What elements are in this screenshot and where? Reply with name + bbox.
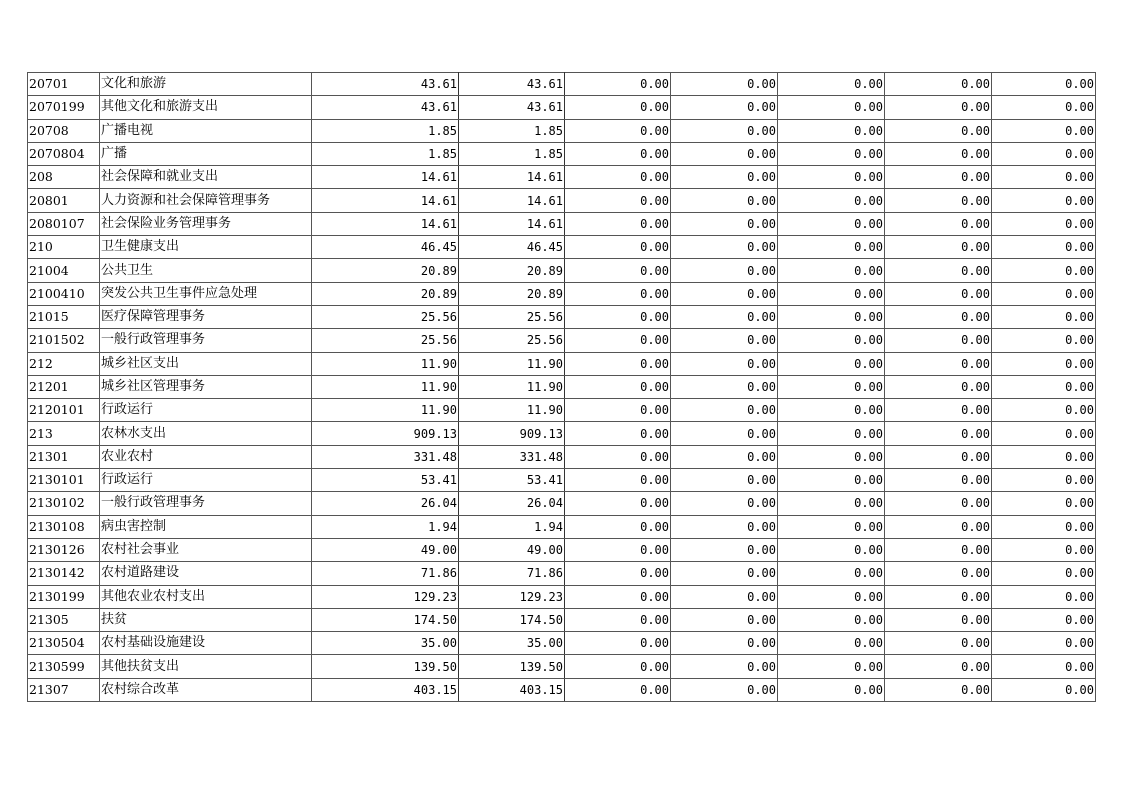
amount-cell: 0.00 <box>885 73 992 96</box>
amount-cell: 1.85 <box>459 142 565 165</box>
amount-cell: 0.00 <box>778 96 885 119</box>
subject-code-cell: 20701 <box>28 73 100 96</box>
amount-cell: 0.00 <box>671 305 778 328</box>
subject-code-cell: 2101502 <box>28 329 100 352</box>
subject-name-cell: 卫生健康支出 <box>100 236 312 259</box>
table-row <box>28 189 1096 212</box>
amount-cell: 0.00 <box>992 119 1096 142</box>
subject-name-cell: 农业农村 <box>100 445 312 468</box>
amount-cell: 71.86 <box>459 562 565 585</box>
subject-name-cell: 城乡社区管理事务 <box>100 375 312 398</box>
subject-name-cell: 突发公共卫生事件应急处理 <box>100 282 312 305</box>
amount-cell: 0.00 <box>565 142 671 165</box>
amount-cell: 0.00 <box>671 142 778 165</box>
subject-name-cell: 一般行政管理事务 <box>100 329 312 352</box>
table-row <box>28 399 1096 422</box>
table-row <box>28 212 1096 235</box>
amount-cell: 0.00 <box>992 352 1096 375</box>
table-row <box>28 142 1096 165</box>
amount-cell: 0.00 <box>885 119 992 142</box>
amount-cell: 1.94 <box>459 515 565 538</box>
amount-cell: 0.00 <box>778 608 885 631</box>
amount-cell: 0.00 <box>565 212 671 235</box>
amount-cell: 0.00 <box>992 562 1096 585</box>
amount-cell: 0.00 <box>778 422 885 445</box>
amount-cell: 0.00 <box>885 189 992 212</box>
amount-cell: 0.00 <box>671 515 778 538</box>
amount-cell: 0.00 <box>992 142 1096 165</box>
table-body <box>28 73 1096 702</box>
subject-code-cell: 2100410 <box>28 282 100 305</box>
amount-cell: 0.00 <box>885 375 992 398</box>
amount-cell: 0.00 <box>565 538 671 561</box>
subject-name-cell: 医疗保障管理事务 <box>100 305 312 328</box>
amount-cell: 0.00 <box>992 399 1096 422</box>
amount-cell: 0.00 <box>885 282 992 305</box>
subject-name-cell: 行政运行 <box>100 399 312 422</box>
amount-cell: 0.00 <box>992 469 1096 492</box>
amount-cell: 0.00 <box>778 562 885 585</box>
amount-cell: 129.23 <box>312 585 459 608</box>
amount-cell: 0.00 <box>565 329 671 352</box>
amount-cell: 0.00 <box>992 236 1096 259</box>
amount-cell: 0.00 <box>885 352 992 375</box>
amount-cell: 0.00 <box>671 492 778 515</box>
amount-cell: 0.00 <box>992 655 1096 678</box>
subject-name-cell: 公共卫生 <box>100 259 312 282</box>
amount-cell: 0.00 <box>992 189 1096 212</box>
subject-code-cell: 21307 <box>28 678 100 701</box>
subject-code-cell: 21201 <box>28 375 100 398</box>
amount-cell: 0.00 <box>565 282 671 305</box>
subject-code-cell: 208 <box>28 166 100 189</box>
amount-cell: 0.00 <box>992 305 1096 328</box>
amount-cell: 20.89 <box>459 282 565 305</box>
amount-cell: 25.56 <box>459 329 565 352</box>
amount-cell: 174.50 <box>459 608 565 631</box>
amount-cell: 25.56 <box>312 305 459 328</box>
amount-cell: 0.00 <box>565 445 671 468</box>
amount-cell: 0.00 <box>885 538 992 561</box>
amount-cell: 0.00 <box>778 469 885 492</box>
table-row <box>28 562 1096 585</box>
amount-cell: 0.00 <box>778 515 885 538</box>
amount-cell: 0.00 <box>885 236 992 259</box>
amount-cell: 0.00 <box>885 259 992 282</box>
subject-code-cell: 2070199 <box>28 96 100 119</box>
amount-cell: 35.00 <box>459 632 565 655</box>
amount-cell: 0.00 <box>671 632 778 655</box>
subject-name-cell: 社会保障和就业支出 <box>100 166 312 189</box>
amount-cell: 43.61 <box>312 73 459 96</box>
amount-cell: 0.00 <box>778 585 885 608</box>
subject-code-cell: 20708 <box>28 119 100 142</box>
amount-cell: 0.00 <box>671 585 778 608</box>
amount-cell: 139.50 <box>312 655 459 678</box>
subject-code-cell: 213 <box>28 422 100 445</box>
amount-cell: 0.00 <box>992 678 1096 701</box>
amount-cell: 0.00 <box>671 259 778 282</box>
amount-cell: 0.00 <box>565 562 671 585</box>
amount-cell: 43.61 <box>312 96 459 119</box>
amount-cell: 0.00 <box>671 562 778 585</box>
table-row <box>28 678 1096 701</box>
amount-cell: 0.00 <box>565 655 671 678</box>
amount-cell: 0.00 <box>565 399 671 422</box>
amount-cell: 0.00 <box>992 538 1096 561</box>
amount-cell: 0.00 <box>565 119 671 142</box>
amount-cell: 43.61 <box>459 96 565 119</box>
table-row <box>28 585 1096 608</box>
table-row <box>28 259 1096 282</box>
amount-cell: 0.00 <box>565 422 671 445</box>
amount-cell: 331.48 <box>459 445 565 468</box>
table-row <box>28 469 1096 492</box>
table-row <box>28 305 1096 328</box>
amount-cell: 0.00 <box>671 329 778 352</box>
amount-cell: 0.00 <box>671 189 778 212</box>
amount-cell: 0.00 <box>565 259 671 282</box>
subject-name-cell: 病虫害控制 <box>100 515 312 538</box>
amount-cell: 0.00 <box>565 305 671 328</box>
amount-cell: 0.00 <box>671 422 778 445</box>
amount-cell: 0.00 <box>778 492 885 515</box>
amount-cell: 0.00 <box>671 166 778 189</box>
amount-cell: 0.00 <box>778 375 885 398</box>
amount-cell: 0.00 <box>778 655 885 678</box>
amount-cell: 0.00 <box>565 608 671 631</box>
amount-cell: 0.00 <box>565 73 671 96</box>
table-row <box>28 236 1096 259</box>
amount-cell: 0.00 <box>671 608 778 631</box>
subject-name-cell: 城乡社区支出 <box>100 352 312 375</box>
table-row <box>28 119 1096 142</box>
amount-cell: 0.00 <box>671 375 778 398</box>
amount-cell: 0.00 <box>992 632 1096 655</box>
amount-cell: 53.41 <box>459 469 565 492</box>
subject-name-cell: 农村道路建设 <box>100 562 312 585</box>
amount-cell: 331.48 <box>312 445 459 468</box>
amount-cell: 0.00 <box>885 142 992 165</box>
amount-cell: 0.00 <box>778 632 885 655</box>
amount-cell: 1.94 <box>312 515 459 538</box>
table-row <box>28 422 1096 445</box>
amount-cell: 0.00 <box>992 212 1096 235</box>
amount-cell: 49.00 <box>459 538 565 561</box>
amount-cell: 0.00 <box>992 608 1096 631</box>
subject-name-cell: 农村综合改革 <box>100 678 312 701</box>
table-row <box>28 445 1096 468</box>
amount-cell: 0.00 <box>565 469 671 492</box>
subject-name-cell: 社会保险业务管理事务 <box>100 212 312 235</box>
amount-cell: 11.90 <box>459 375 565 398</box>
amount-cell: 0.00 <box>565 375 671 398</box>
subject-code-cell: 21004 <box>28 259 100 282</box>
amount-cell: 0.00 <box>885 166 992 189</box>
amount-cell: 0.00 <box>992 585 1096 608</box>
amount-cell: 0.00 <box>992 329 1096 352</box>
amount-cell: 0.00 <box>992 166 1096 189</box>
table-row <box>28 538 1096 561</box>
amount-cell: 0.00 <box>885 96 992 119</box>
amount-cell: 0.00 <box>565 632 671 655</box>
table-row <box>28 352 1096 375</box>
subject-code-cell: 2130599 <box>28 655 100 678</box>
amount-cell: 0.00 <box>992 445 1096 468</box>
amount-cell: 0.00 <box>885 469 992 492</box>
subject-code-cell: 2080107 <box>28 212 100 235</box>
amount-cell: 0.00 <box>565 96 671 119</box>
table-row <box>28 375 1096 398</box>
amount-cell: 0.00 <box>671 212 778 235</box>
amount-cell: 0.00 <box>671 538 778 561</box>
subject-code-cell: 21301 <box>28 445 100 468</box>
amount-cell: 14.61 <box>459 189 565 212</box>
amount-cell: 0.00 <box>565 236 671 259</box>
amount-cell: 11.90 <box>312 375 459 398</box>
amount-cell: 0.00 <box>778 445 885 468</box>
amount-cell: 0.00 <box>992 282 1096 305</box>
table-row <box>28 632 1096 655</box>
amount-cell: 0.00 <box>885 515 992 538</box>
amount-cell: 25.56 <box>459 305 565 328</box>
amount-cell: 14.61 <box>459 166 565 189</box>
amount-cell: 14.61 <box>312 166 459 189</box>
amount-cell: 0.00 <box>778 538 885 561</box>
amount-cell: 0.00 <box>565 166 671 189</box>
subject-name-cell: 农村基础设施建设 <box>100 632 312 655</box>
subject-code-cell: 21305 <box>28 608 100 631</box>
amount-cell: 0.00 <box>885 678 992 701</box>
table-row <box>28 329 1096 352</box>
amount-cell: 0.00 <box>778 212 885 235</box>
amount-cell: 0.00 <box>778 259 885 282</box>
subject-code-cell: 212 <box>28 352 100 375</box>
amount-cell: 0.00 <box>565 492 671 515</box>
amount-cell: 11.90 <box>459 399 565 422</box>
amount-cell: 0.00 <box>671 469 778 492</box>
table-row <box>28 492 1096 515</box>
amount-cell: 909.13 <box>459 422 565 445</box>
subject-name-cell: 广播电视 <box>100 119 312 142</box>
amount-cell: 53.41 <box>312 469 459 492</box>
subject-name-cell: 其他扶贫支出 <box>100 655 312 678</box>
amount-cell: 0.00 <box>885 212 992 235</box>
amount-cell: 11.90 <box>312 399 459 422</box>
amount-cell: 0.00 <box>778 352 885 375</box>
amount-cell: 0.00 <box>992 515 1096 538</box>
subject-code-cell: 2130102 <box>28 492 100 515</box>
amount-cell: 26.04 <box>312 492 459 515</box>
amount-cell: 909.13 <box>312 422 459 445</box>
amount-cell: 46.45 <box>459 236 565 259</box>
amount-cell: 11.90 <box>459 352 565 375</box>
amount-cell: 0.00 <box>778 282 885 305</box>
amount-cell: 0.00 <box>992 73 1096 96</box>
table-row <box>28 96 1096 119</box>
table-row <box>28 166 1096 189</box>
amount-cell: 0.00 <box>565 585 671 608</box>
amount-cell: 0.00 <box>992 375 1096 398</box>
amount-cell: 0.00 <box>778 142 885 165</box>
amount-cell: 0.00 <box>671 352 778 375</box>
amount-cell: 0.00 <box>778 305 885 328</box>
amount-cell: 0.00 <box>671 678 778 701</box>
subject-code-cell: 20801 <box>28 189 100 212</box>
subject-code-cell: 2120101 <box>28 399 100 422</box>
amount-cell: 14.61 <box>312 212 459 235</box>
amount-cell: 0.00 <box>778 189 885 212</box>
amount-cell: 46.45 <box>312 236 459 259</box>
subject-code-cell: 210 <box>28 236 100 259</box>
subject-code-cell: 2130142 <box>28 562 100 585</box>
amount-cell: 1.85 <box>312 119 459 142</box>
amount-cell: 0.00 <box>778 119 885 142</box>
subject-code-cell: 2070804 <box>28 142 100 165</box>
amount-cell: 0.00 <box>671 96 778 119</box>
amount-cell: 0.00 <box>565 678 671 701</box>
amount-cell: 0.00 <box>992 422 1096 445</box>
subject-code-cell: 2130504 <box>28 632 100 655</box>
subject-code-cell: 21015 <box>28 305 100 328</box>
subject-name-cell: 农林水支出 <box>100 422 312 445</box>
subject-name-cell: 文化和旅游 <box>100 73 312 96</box>
amount-cell: 0.00 <box>671 282 778 305</box>
amount-cell: 1.85 <box>459 119 565 142</box>
amount-cell: 0.00 <box>778 73 885 96</box>
amount-cell: 174.50 <box>312 608 459 631</box>
amount-cell: 0.00 <box>671 399 778 422</box>
amount-cell: 0.00 <box>778 678 885 701</box>
amount-cell: 0.00 <box>778 399 885 422</box>
subject-name-cell: 其他文化和旅游支出 <box>100 96 312 119</box>
amount-cell: 0.00 <box>885 445 992 468</box>
amount-cell: 20.89 <box>312 259 459 282</box>
amount-cell: 43.61 <box>459 73 565 96</box>
subject-name-cell: 扶贫 <box>100 608 312 631</box>
amount-cell: 26.04 <box>459 492 565 515</box>
amount-cell: 0.00 <box>671 73 778 96</box>
amount-cell: 0.00 <box>778 329 885 352</box>
amount-cell: 0.00 <box>885 632 992 655</box>
amount-cell: 0.00 <box>671 655 778 678</box>
amount-cell: 0.00 <box>778 236 885 259</box>
subject-code-cell: 2130108 <box>28 515 100 538</box>
amount-cell: 0.00 <box>885 655 992 678</box>
amount-cell: 0.00 <box>885 608 992 631</box>
amount-cell: 25.56 <box>312 329 459 352</box>
subject-name-cell: 一般行政管理事务 <box>100 492 312 515</box>
amount-cell: 0.00 <box>885 562 992 585</box>
budget-table <box>27 72 1096 702</box>
table-row <box>28 73 1096 96</box>
amount-cell: 0.00 <box>992 259 1096 282</box>
subject-name-cell: 其他农业农村支出 <box>100 585 312 608</box>
table-row <box>28 515 1096 538</box>
amount-cell: 14.61 <box>312 189 459 212</box>
amount-cell: 403.15 <box>459 678 565 701</box>
amount-cell: 0.00 <box>778 166 885 189</box>
amount-cell: 0.00 <box>885 305 992 328</box>
amount-cell: 403.15 <box>312 678 459 701</box>
amount-cell: 0.00 <box>671 119 778 142</box>
amount-cell: 1.85 <box>312 142 459 165</box>
subject-code-cell: 2130199 <box>28 585 100 608</box>
subject-code-cell: 2130126 <box>28 538 100 561</box>
amount-cell: 139.50 <box>459 655 565 678</box>
amount-cell: 0.00 <box>671 236 778 259</box>
amount-cell: 129.23 <box>459 585 565 608</box>
amount-cell: 71.86 <box>312 562 459 585</box>
amount-cell: 35.00 <box>312 632 459 655</box>
amount-cell: 20.89 <box>312 282 459 305</box>
subject-name-cell: 人力资源和社会保障管理事务 <box>100 189 312 212</box>
table-row <box>28 608 1096 631</box>
amount-cell: 0.00 <box>671 445 778 468</box>
amount-cell: 0.00 <box>992 492 1096 515</box>
amount-cell: 49.00 <box>312 538 459 561</box>
amount-cell: 0.00 <box>885 329 992 352</box>
subject-name-cell: 农村社会事业 <box>100 538 312 561</box>
amount-cell: 0.00 <box>565 189 671 212</box>
amount-cell: 14.61 <box>459 212 565 235</box>
table-row <box>28 282 1096 305</box>
amount-cell: 0.00 <box>565 515 671 538</box>
amount-cell: 0.00 <box>885 422 992 445</box>
subject-name-cell: 广播 <box>100 142 312 165</box>
subject-code-cell: 2130101 <box>28 469 100 492</box>
amount-cell: 0.00 <box>885 399 992 422</box>
amount-cell: 20.89 <box>459 259 565 282</box>
table-row <box>28 655 1096 678</box>
subject-name-cell: 行政运行 <box>100 469 312 492</box>
amount-cell: 0.00 <box>885 492 992 515</box>
amount-cell: 0.00 <box>565 352 671 375</box>
amount-cell: 11.90 <box>312 352 459 375</box>
amount-cell: 0.00 <box>885 585 992 608</box>
amount-cell: 0.00 <box>992 96 1096 119</box>
